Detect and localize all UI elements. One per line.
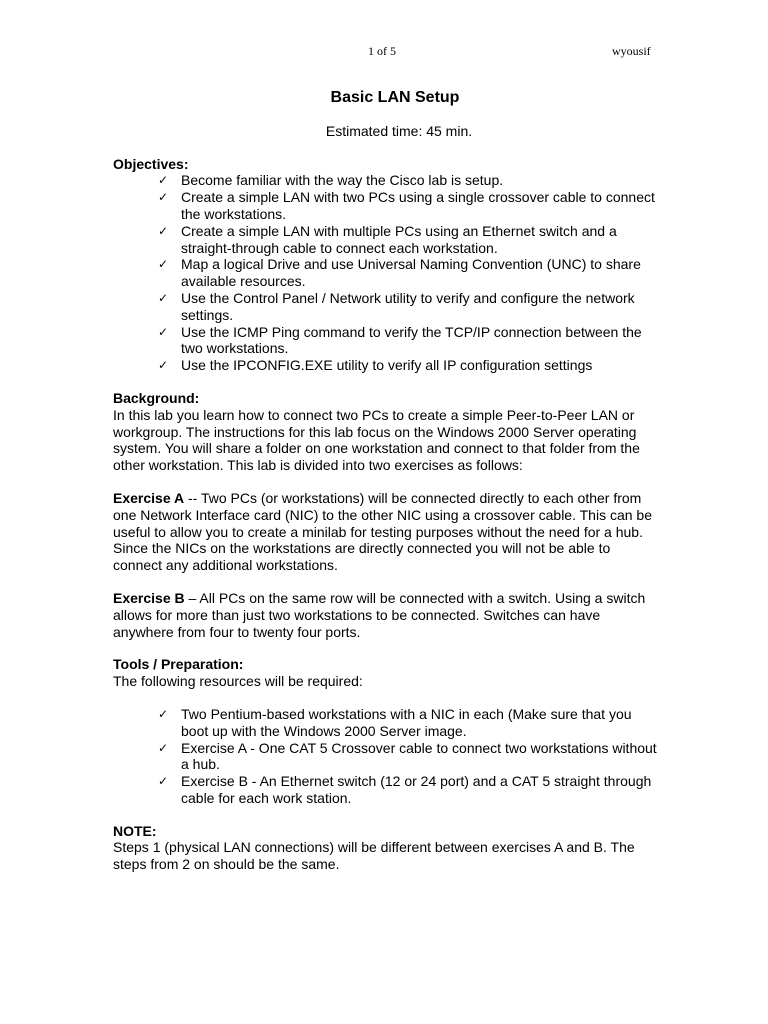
page-header <box>0 44 768 62</box>
checkmark-icon: ✓ <box>158 257 169 272</box>
note-heading: NOTE: <box>113 822 157 839</box>
checkmark-icon: ✓ <box>158 774 169 789</box>
note-section <box>113 823 661 873</box>
exercise-a-label: Exercise A <box>113 489 185 506</box>
list-item: ✓ Use the Control Panel / Network utility to verify and configure the network settings. <box>158 289 635 323</box>
exercise-b-paragraph <box>113 590 661 640</box>
author-name: wyousif <box>612 44 651 58</box>
checkmark-icon: ✓ <box>158 324 169 339</box>
checkmark-icon: ✓ <box>158 706 169 721</box>
objectives-section <box>113 156 661 374</box>
exercise-b-label: Exercise B <box>113 589 185 606</box>
list-item: ✓ Exercise A - One CAT 5 Crossover cable to connect two workstations without a hub. <box>158 739 657 773</box>
document-title: Basic LAN Setup <box>330 89 460 106</box>
list-item: ✓ Map a logical Drive and use Universal Naming Convention (UNC) to share available resources. <box>158 256 641 290</box>
objectives-heading: Objectives: <box>113 155 189 172</box>
exercise-b-text: – All PCs on the same row will be connected with a switch. Using a switch allows for more than just two workstations to be connected. Switches can have anywhere from four to twenty four ports. <box>113 589 646 640</box>
document-body <box>113 90 661 873</box>
checkmark-icon: ✓ <box>158 358 169 373</box>
checkmark-icon: ✓ <box>158 190 169 205</box>
tools-heading: Tools / Preparation: <box>113 656 244 673</box>
note-text: Steps 1 (physical LAN connections) will be different between exercises A and B. The steps from 2 on should be the same. <box>113 839 635 873</box>
background-section <box>113 390 661 474</box>
tools-intro: The following resources will be required: <box>113 673 363 690</box>
page-number: 1 of 5 <box>368 44 396 58</box>
exercise-a-paragraph <box>113 490 661 574</box>
list-item: ✓ Use the IPCONFIG.EXE utility to verify all IP configuration settings <box>158 357 593 374</box>
checkmark-icon: ✓ <box>158 223 169 238</box>
exercise-a-text: -- Two PCs (or workstations) will be connected directly to each other from one Network Interface card (NIC) to the other NIC using a crossover cable. This can be useful to allow you to create a minilab for testing purposes without the need for a hub. Since the NICs on the workstations are directly connected you will not be able to connect any additional workstations. <box>113 489 652 574</box>
list-item: ✓ Create a simple LAN with multiple PCs using an Ethernet switch and a straight-through cable to connect each workstation. <box>158 222 617 256</box>
list-item: ✓ Become familiar with the way the Cisco lab is setup. <box>158 172 504 189</box>
objectives-list <box>113 172 661 374</box>
background-text: In this lab you learn how to connect two PCs to create a simple Peer-to-Peer LAN or workgroup. The instructions for this lab focus on the Windows 2000 Server operating system. You will share a folder on one workstation and connect to that folder from the other workstation. This lab is divided into two exercises as follows: <box>113 406 640 474</box>
list-item: ✓ Exercise B - An Ethernet switch (12 or 24 port) and a CAT 5 straight through cable for each work station. <box>158 773 652 806</box>
background-heading: Background: <box>113 389 200 406</box>
checkmark-icon: ✓ <box>158 173 169 188</box>
list-item: ✓ Two Pentium-based workstations with a NIC in each (Make sure that you boot up with the Windows 2000 Server image. <box>158 705 632 739</box>
tools-list <box>113 706 661 807</box>
checkmark-icon: ✓ <box>158 290 169 305</box>
list-item: ✓ Create a simple LAN with two PCs using a single crossover cable to connect the workstations. <box>158 189 655 222</box>
tools-section <box>113 656 661 806</box>
list-item: ✓ Use the ICMP Ping command to verify the TCP/IP connection between the two workstations. <box>158 323 642 357</box>
estimated-time: Estimated time: 45 min. <box>325 122 473 139</box>
checkmark-icon: ✓ <box>158 740 169 755</box>
